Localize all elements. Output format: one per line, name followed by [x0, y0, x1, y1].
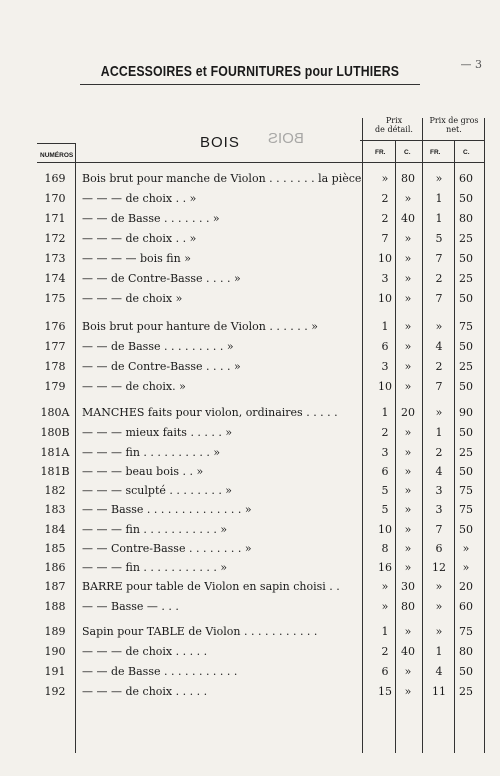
table-row [0, 561, 500, 581]
detail-c: » [404, 426, 412, 439]
gros-c: 75 [459, 503, 473, 516]
row-number: 191 [44, 665, 66, 678]
gros-fr: 2 [435, 360, 443, 373]
table-row [0, 426, 500, 446]
gros-fr: 5 [435, 232, 443, 245]
table-row [0, 232, 500, 252]
row-number: 173 [44, 252, 66, 265]
row-description: — — — fin . . . . . . . . . . . » [82, 523, 228, 536]
gros-fr: 4 [435, 665, 443, 678]
gros-c: 80 [459, 212, 473, 225]
row-number: 192 [44, 685, 66, 698]
row-number: 174 [44, 272, 66, 285]
wholesale-price-header: Prix de gros net. [429, 116, 479, 134]
detail-c: 80 [401, 172, 415, 185]
detail-c: » [404, 465, 412, 478]
gros-fr: 7 [435, 523, 443, 536]
gros-fr: 2 [435, 272, 443, 285]
detail-fr: 15 [378, 685, 392, 698]
gros-fr: » [435, 406, 443, 419]
detail-c: 20 [401, 406, 415, 419]
gros-c: 25 [459, 272, 473, 285]
row-description: — — de Basse . . . . . . . . . . . [82, 665, 238, 678]
gros-c: 75 [459, 625, 473, 638]
row-number: 182 [44, 484, 66, 497]
row-number: 183 [44, 503, 66, 516]
gros-c: 80 [459, 645, 473, 658]
gros-fr: 12 [432, 561, 446, 574]
row-description: — — — beau bois . . » [82, 465, 204, 478]
c-header-gros: C. [463, 149, 470, 156]
row-description: Sapin pour TABLE de Violon . . . . . . . . . . . [82, 625, 318, 638]
gros-fr: 7 [435, 292, 443, 305]
detail-fr: 10 [378, 523, 392, 536]
table-row [0, 465, 500, 485]
table-row [0, 484, 500, 504]
gros-c: 50 [459, 252, 473, 265]
numeros-top-rule [37, 143, 75, 144]
gros-fr: 3 [435, 503, 443, 516]
detail-c: » [404, 625, 412, 638]
detail-fr: » [381, 580, 389, 593]
row-number: 186 [44, 561, 66, 574]
table-row [0, 252, 500, 272]
table-row [0, 523, 500, 543]
detail-fr: 6 [381, 465, 389, 478]
row-number: 190 [44, 645, 66, 658]
table-row [0, 192, 500, 212]
detail-fr: 2 [381, 192, 389, 205]
detail-fr: 2 [381, 426, 389, 439]
detail-fr: 16 [378, 561, 392, 574]
detail-fr: 3 [381, 360, 389, 373]
table-row [0, 645, 500, 665]
row-description: — — de Contre-Basse . . . . » [82, 272, 241, 285]
detail-fr: 5 [381, 503, 389, 516]
title-rule [80, 84, 420, 85]
table-row [0, 685, 500, 705]
row-number: 180A [40, 406, 70, 419]
detail-c: 40 [401, 645, 415, 658]
gros-fr: » [435, 600, 443, 613]
row-description: — — — de choix » [82, 292, 183, 305]
row-description: — — — sculpté . . . . . . . . » [82, 484, 233, 497]
row-number: 172 [44, 232, 66, 245]
row-description: — — de Contre-Basse . . . . » [82, 360, 241, 373]
detail-c: » [404, 685, 412, 698]
table-row [0, 446, 500, 466]
gros-fr: » [435, 625, 443, 638]
row-description: MANCHES faits pour violon, ordinaires . . . . . [82, 406, 338, 419]
detail-fr: 1 [381, 625, 389, 638]
table-row [0, 380, 500, 400]
detail-c: » [404, 320, 412, 333]
detail-c: » [404, 484, 412, 497]
detail-fr: 7 [381, 232, 389, 245]
gros-c: 60 [459, 600, 473, 613]
table-row [0, 212, 500, 232]
row-number: 187 [44, 580, 66, 593]
detail-c: » [404, 380, 412, 393]
gros-c: 20 [459, 580, 473, 593]
gros-fr: 2 [435, 446, 443, 459]
detail-c: » [404, 252, 412, 265]
row-description: — — Basse . . . . . . . . . . . . . . » [82, 503, 252, 516]
table-row [0, 665, 500, 685]
detail-fr: 2 [381, 212, 389, 225]
row-number: 188 [44, 600, 66, 613]
detail-c: » [404, 503, 412, 516]
gros-fr: 1 [435, 645, 443, 658]
row-description: — — — — bois fin » [82, 252, 191, 265]
gros-c: » [462, 561, 470, 574]
row-description: Bois brut pour manche de Violon . . . . . . . la pièce [82, 172, 362, 185]
detail-fr: 10 [378, 292, 392, 305]
table-row [0, 360, 500, 380]
detail-fr: » [381, 600, 389, 613]
row-number: 189 [44, 625, 66, 638]
bleed-through-mark: BOIS [268, 130, 304, 147]
table-row [0, 503, 500, 523]
detail-c: » [404, 192, 412, 205]
gros-c: 25 [459, 685, 473, 698]
table-row [0, 600, 500, 620]
gros-fr: 4 [435, 465, 443, 478]
detail-c: » [404, 340, 412, 353]
table-row [0, 406, 500, 426]
gros-c: 25 [459, 360, 473, 373]
detail-c: » [404, 542, 412, 555]
gros-c: 50 [459, 340, 473, 353]
detail-price-header: Prix de détail. [375, 116, 413, 134]
row-description: — — Basse — . . . [82, 600, 179, 613]
detail-c: » [404, 292, 412, 305]
page-title: ACCESSOIRES et FOURNITURES pour LUTHIERS [100, 63, 400, 80]
table-row [0, 292, 500, 312]
row-number: 170 [44, 192, 66, 205]
gros-fr: 7 [435, 380, 443, 393]
detail-c: 80 [401, 600, 415, 613]
row-description: — — de Basse . . . . . . . » [82, 212, 220, 225]
row-number: 179 [44, 380, 66, 393]
row-description: BARRE pour table de Violon en sapin choisi . . [82, 580, 340, 593]
gros-c: 50 [459, 523, 473, 536]
gros-c: 50 [459, 665, 473, 678]
gros-fr: 1 [435, 212, 443, 225]
detail-fr: 10 [378, 380, 392, 393]
row-description: — — — de choix . . » [82, 192, 197, 205]
gros-c: » [462, 542, 470, 555]
detail-fr: 8 [381, 542, 389, 555]
table-row [0, 542, 500, 562]
detail-fr: 6 [381, 665, 389, 678]
table-row [0, 172, 500, 192]
table-row [0, 625, 500, 645]
gros-fr: 4 [435, 340, 443, 353]
gros-c: 50 [459, 292, 473, 305]
gros-fr: 7 [435, 252, 443, 265]
gros-c: 60 [459, 172, 473, 185]
row-number: 178 [44, 360, 66, 373]
gros-c: 50 [459, 426, 473, 439]
table-row [0, 320, 500, 340]
gros-c: 25 [459, 232, 473, 245]
row-description: Bois brut pour hanture de Violon . . . . . . » [82, 320, 319, 333]
row-description: — — — fin . . . . . . . . . . » [82, 446, 221, 459]
fr-header-detail: FR. [375, 149, 386, 156]
row-number: 181B [40, 465, 70, 478]
row-description: — — — de choix . . . . . [82, 685, 208, 698]
row-number: 181A [40, 446, 70, 459]
row-number: 180B [40, 426, 70, 439]
detail-c: » [404, 272, 412, 285]
c-header-detail: C. [404, 149, 411, 156]
row-number: 169 [44, 172, 66, 185]
table-row [0, 272, 500, 292]
row-description: — — — fin . . . . . . . . . . . » [82, 561, 228, 574]
table-row [0, 580, 500, 600]
gros-fr: 1 [435, 192, 443, 205]
detail-fr: 10 [378, 252, 392, 265]
gros-c: 50 [459, 465, 473, 478]
gros-fr: 6 [435, 542, 443, 555]
row-number: 177 [44, 340, 66, 353]
header-bottom-rule [37, 162, 485, 163]
row-number: 176 [44, 320, 66, 333]
fr-header-gros: FR. [430, 149, 441, 156]
section-title: BOIS [200, 134, 240, 151]
detail-c: » [404, 523, 412, 536]
row-description: — — — de choix . . » [82, 232, 197, 245]
detail-fr: 1 [381, 320, 389, 333]
detail-c: » [404, 446, 412, 459]
gros-c: 50 [459, 380, 473, 393]
detail-fr: 1 [381, 406, 389, 419]
row-number: 171 [44, 212, 66, 225]
detail-c: 30 [401, 580, 415, 593]
gros-fr: 1 [435, 426, 443, 439]
row-number: 184 [44, 523, 66, 536]
detail-c: » [404, 665, 412, 678]
detail-c: » [404, 561, 412, 574]
detail-fr: » [381, 172, 389, 185]
detail-c: » [404, 232, 412, 245]
row-number: 185 [44, 542, 66, 555]
detail-fr: 5 [381, 484, 389, 497]
row-description: — — — de choix . . . . . [82, 645, 208, 658]
gros-fr: » [435, 320, 443, 333]
numeros-header: NUMÉROS [40, 152, 74, 159]
gros-c: 25 [459, 446, 473, 459]
table-row [0, 340, 500, 360]
detail-fr: 3 [381, 272, 389, 285]
gros-c: 90 [459, 406, 473, 419]
detail-c: 40 [401, 212, 415, 225]
row-description: — — — mieux faits . . . . . » [82, 426, 233, 439]
gros-c: 75 [459, 320, 473, 333]
gros-c: 50 [459, 192, 473, 205]
detail-fr: 6 [381, 340, 389, 353]
row-description: — — de Basse . . . . . . . . . » [82, 340, 234, 353]
detail-fr: 2 [381, 645, 389, 658]
detail-fr: 3 [381, 446, 389, 459]
gros-fr: 3 [435, 484, 443, 497]
gros-fr: 11 [432, 685, 446, 698]
gros-c: 75 [459, 484, 473, 497]
row-number: 175 [44, 292, 66, 305]
row-description: — — — de choix. » [82, 380, 186, 393]
gros-fr: » [435, 580, 443, 593]
page-mark: — 3 [460, 58, 482, 71]
gros-fr: » [435, 172, 443, 185]
row-description: — — Contre-Basse . . . . . . . . » [82, 542, 252, 555]
detail-c: » [404, 360, 412, 373]
